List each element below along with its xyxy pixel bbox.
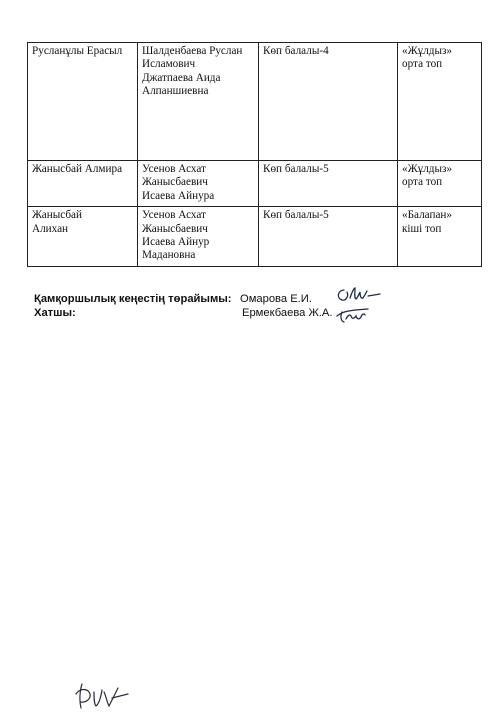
parent-line: Шалденбаева Руслан bbox=[142, 45, 243, 57]
status-cell bbox=[259, 207, 398, 267]
parents-cell bbox=[138, 207, 259, 267]
chair-signature-icon bbox=[334, 284, 384, 306]
group-cell bbox=[398, 43, 482, 161]
secretary-signature-icon bbox=[334, 304, 374, 326]
group-level: кіші топ bbox=[402, 222, 442, 235]
secretary-title: Хатшы: bbox=[34, 307, 76, 319]
chair-name: Омарова Е.И. bbox=[240, 293, 312, 305]
children-table bbox=[27, 42, 482, 267]
child-name: Жанысбай bbox=[32, 209, 82, 222]
child-name-cell bbox=[28, 161, 138, 207]
child-name-cell bbox=[28, 207, 138, 267]
group-name: «Балапан» bbox=[402, 209, 453, 222]
status-cell bbox=[259, 43, 398, 161]
group-cell bbox=[398, 207, 482, 267]
group-level: орта топ bbox=[402, 58, 443, 71]
table-row bbox=[28, 161, 482, 207]
parent-line: Жанысбаевич bbox=[142, 176, 208, 189]
initials-signature-icon bbox=[72, 680, 136, 712]
group-name: «Жұлдыз» bbox=[402, 163, 453, 175]
parent-line: Джатпаева Аида bbox=[142, 71, 221, 84]
family-status: Көп балалы-5 bbox=[263, 209, 329, 222]
child-name: Алихан bbox=[32, 222, 69, 235]
table-row bbox=[28, 43, 482, 161]
group-name: «Жұлдыз» bbox=[402, 45, 453, 57]
family-status: Көп балалы-4 bbox=[263, 45, 329, 57]
table-row bbox=[28, 207, 482, 267]
parent-line: Усенов Асхат bbox=[142, 163, 206, 175]
parent-line: Исаева Айнура bbox=[142, 189, 215, 202]
child-name-cell bbox=[28, 43, 138, 161]
parents-cell bbox=[138, 43, 259, 161]
parents-cell bbox=[138, 161, 259, 207]
chair-title: Қамқоршылық кеңестің төрайымы: bbox=[34, 293, 232, 305]
parent-line: Исаева Айнур bbox=[142, 236, 210, 249]
parent-line: Исламович bbox=[142, 58, 196, 71]
child-name: Русланұлы Ерасыл bbox=[32, 45, 123, 57]
family-status: Көп балалы-5 bbox=[263, 163, 329, 175]
secretary-name: Ермекбаева Ж.А. bbox=[242, 307, 333, 319]
parent-line: Усенов Асхат bbox=[142, 209, 206, 222]
status-cell bbox=[259, 161, 398, 207]
parent-line: Мадановна bbox=[142, 249, 196, 262]
parent-line: Жанысбаевич bbox=[142, 222, 208, 235]
parent-line: Алпаншиевна bbox=[142, 85, 209, 98]
group-cell bbox=[398, 161, 482, 207]
child-name: Жанысбай Алмира bbox=[32, 163, 123, 175]
group-level: орта топ bbox=[402, 176, 443, 189]
